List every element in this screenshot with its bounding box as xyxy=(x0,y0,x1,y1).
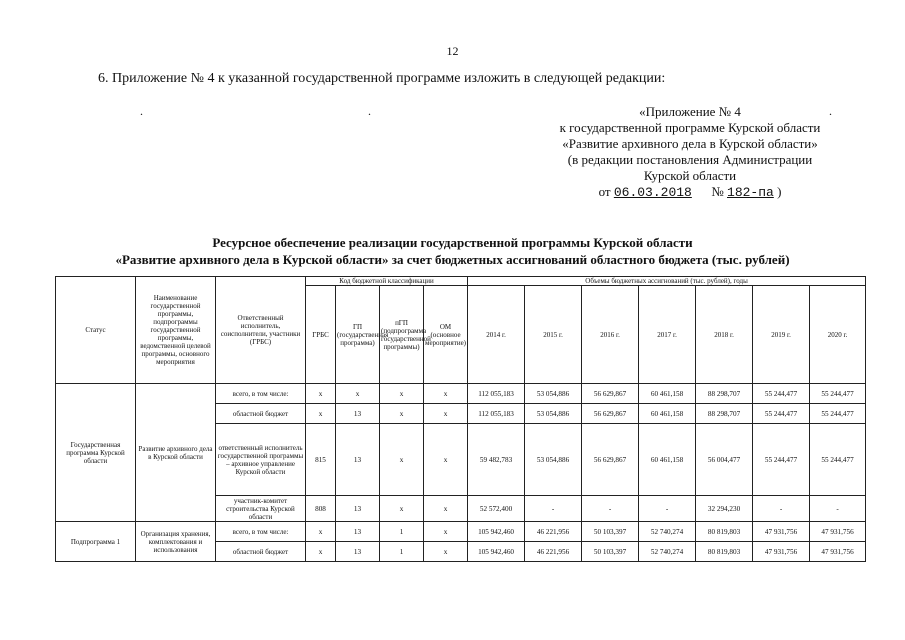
cell-om: x xyxy=(424,404,468,424)
cell-name: Организация хранения, комплектования и использования xyxy=(136,522,216,562)
cell-gp: 13 xyxy=(336,424,380,496)
cell-grbs: 815 xyxy=(306,424,336,496)
cell-pgp: x xyxy=(380,384,424,404)
header-year: 2019 г. xyxy=(753,286,810,384)
appendix-line: «Приложение № 4 xyxy=(639,104,741,119)
appendix-line: «Развитие архивного дела в Курской области» xyxy=(562,136,818,151)
cell-value: 105 942,460 xyxy=(468,542,525,562)
cell-grbs: 808 xyxy=(306,496,336,522)
cell-value: 55 244,477 xyxy=(810,384,866,404)
cell-value: 88 298,707 xyxy=(696,404,753,424)
cell-value: 52 740,274 xyxy=(639,542,696,562)
cell-value: 53 054,886 xyxy=(525,404,582,424)
cell-value: - xyxy=(810,496,866,522)
cell-grbs: x xyxy=(306,384,336,404)
cell-value: - xyxy=(753,496,810,522)
cell-name: Развитие архивного дела в Курской области xyxy=(136,384,216,522)
cell-value: 50 103,397 xyxy=(582,542,639,562)
cell-value: - xyxy=(582,496,639,522)
cell-executor: областной бюджет xyxy=(216,404,306,424)
cell-value: 56 629,867 xyxy=(582,384,639,404)
page-number: 12 xyxy=(446,44,459,58)
title-line: Ресурсное обеспечение реализации государственной программы Курской области xyxy=(212,235,693,250)
cell-value: 55 244,477 xyxy=(753,424,810,496)
cell-value: 105 942,460 xyxy=(468,522,525,542)
number-value: 182-па xyxy=(727,185,774,200)
cell-pgp: 1 xyxy=(380,522,424,542)
header-name: Наименование государственной программы, подпрограммы государственной программы, ведомственной целевой программы, основного мероприятия xyxy=(136,277,216,384)
cell-value: 56 004,477 xyxy=(696,424,753,496)
header-code-group: Код бюджетной классификации xyxy=(306,277,468,286)
date-value: 06.03.2018 xyxy=(613,185,692,200)
header-gp: ГП (государственная программа) xyxy=(336,286,380,384)
cell-gp: x xyxy=(336,384,380,404)
cell-value: 53 054,886 xyxy=(525,384,582,404)
cell-value: 60 461,158 xyxy=(639,424,696,496)
cell-value: 47 931,756 xyxy=(810,522,866,542)
document-title xyxy=(0,234,905,268)
table-row xyxy=(56,384,866,404)
cell-value: 46 221,956 xyxy=(525,522,582,542)
appendix-line: Курской области xyxy=(643,168,737,183)
cell-value: 47 931,756 xyxy=(753,522,810,542)
cell-gp: 13 xyxy=(336,496,380,522)
cell-executor: всего, в том числе: xyxy=(216,522,306,542)
appendix-date-line xyxy=(520,184,860,201)
cell-value: - xyxy=(525,496,582,522)
cell-value: 55 244,477 xyxy=(810,404,866,424)
stray-dot: . xyxy=(368,104,371,118)
cell-value: 32 294,230 xyxy=(696,496,753,522)
cell-value: 50 103,397 xyxy=(582,522,639,542)
cell-pgp: x xyxy=(380,496,424,522)
cell-executor: всего, в том числе: xyxy=(216,384,306,404)
date-prefix: от xyxy=(598,184,611,199)
cell-grbs: x xyxy=(306,542,336,562)
cell-value: 59 482,783 xyxy=(468,424,525,496)
cell-gp: 13 xyxy=(336,542,380,562)
cell-value: 112 055,183 xyxy=(468,384,525,404)
header-year: 2020 г. xyxy=(810,286,866,384)
cell-om: x xyxy=(424,424,468,496)
cell-gp: 13 xyxy=(336,404,380,424)
cell-om: x xyxy=(424,384,468,404)
title-line: «Развитие архивного дела в Курской области» за счет бюджетных ассигнований областного бюджета (тыс. рублей) xyxy=(115,252,790,267)
cell-pgp: x xyxy=(380,404,424,424)
cell-value: 60 461,158 xyxy=(639,384,696,404)
cell-grbs: x xyxy=(306,522,336,542)
cell-status: Подпрограмма 1 xyxy=(56,522,136,562)
header-grbs: ГРБС xyxy=(306,286,336,384)
cell-om: x xyxy=(424,496,468,522)
cell-value: 55 244,477 xyxy=(753,404,810,424)
cell-gp: 13 xyxy=(336,522,380,542)
cell-value: 53 054,886 xyxy=(525,424,582,496)
intro-paragraph: 6. Приложение № 4 к указанной государственной программе изложить в следующей редакции: xyxy=(98,71,666,86)
cell-grbs: x xyxy=(306,404,336,424)
cell-value: 55 244,477 xyxy=(810,424,866,496)
cell-value: 112 055,183 xyxy=(468,404,525,424)
header-year: 2018 г. xyxy=(696,286,753,384)
header-executor: Ответственный исполнитель, соисполнители, участники (ГРБС) xyxy=(216,277,306,384)
header-year: 2017 г. xyxy=(639,286,696,384)
cell-om: x xyxy=(424,522,468,542)
header-pgp: пГП (подпрограмма государственной программы) xyxy=(380,286,424,384)
cell-value: 47 931,756 xyxy=(753,542,810,562)
cell-value: 56 629,867 xyxy=(582,424,639,496)
cell-executor: участник-комитет строительства Курской области xyxy=(216,496,306,522)
cell-executor: ответственный исполнитель государственной программы – архивное управление Курской области xyxy=(216,424,306,496)
resource-table xyxy=(55,276,866,562)
cell-value: 47 931,756 xyxy=(810,542,866,562)
appendix-block xyxy=(520,104,860,201)
header-om: ОМ (основное мероприятие) xyxy=(424,286,468,384)
cell-pgp: 1 xyxy=(380,542,424,562)
stray-dot: . xyxy=(140,104,143,118)
cell-value: 56 629,867 xyxy=(582,404,639,424)
appendix-line: к государственной программе Курской области xyxy=(559,120,821,135)
header-year: 2014 г. xyxy=(468,286,525,384)
header-volume-group: Объемы бюджетных ассигнований (тыс. рублей), годы xyxy=(468,277,866,286)
cell-executor: областной бюджет xyxy=(216,542,306,562)
closing-paren: ) xyxy=(777,184,782,199)
cell-value: - xyxy=(639,496,696,522)
appendix-line: (в редакции постановления Администрации xyxy=(567,152,813,167)
header-year: 2015 г. xyxy=(525,286,582,384)
cell-pgp: x xyxy=(380,424,424,496)
cell-value: 46 221,956 xyxy=(525,542,582,562)
cell-value: 80 819,803 xyxy=(696,522,753,542)
header-year: 2016 г. xyxy=(582,286,639,384)
header-status: Статус xyxy=(56,277,136,384)
stray-dot: . xyxy=(829,104,832,118)
cell-value: 60 461,158 xyxy=(639,404,696,424)
cell-value: 80 819,803 xyxy=(696,542,753,562)
cell-value: 52 740,274 xyxy=(639,522,696,542)
cell-status: Государственная программа Курской области xyxy=(56,384,136,522)
cell-om: x xyxy=(424,542,468,562)
cell-value: 55 244,477 xyxy=(753,384,810,404)
number-prefix: № xyxy=(711,184,724,199)
cell-value: 88 298,707 xyxy=(696,384,753,404)
table-row xyxy=(56,522,866,542)
cell-value: 52 572,400 xyxy=(468,496,525,522)
